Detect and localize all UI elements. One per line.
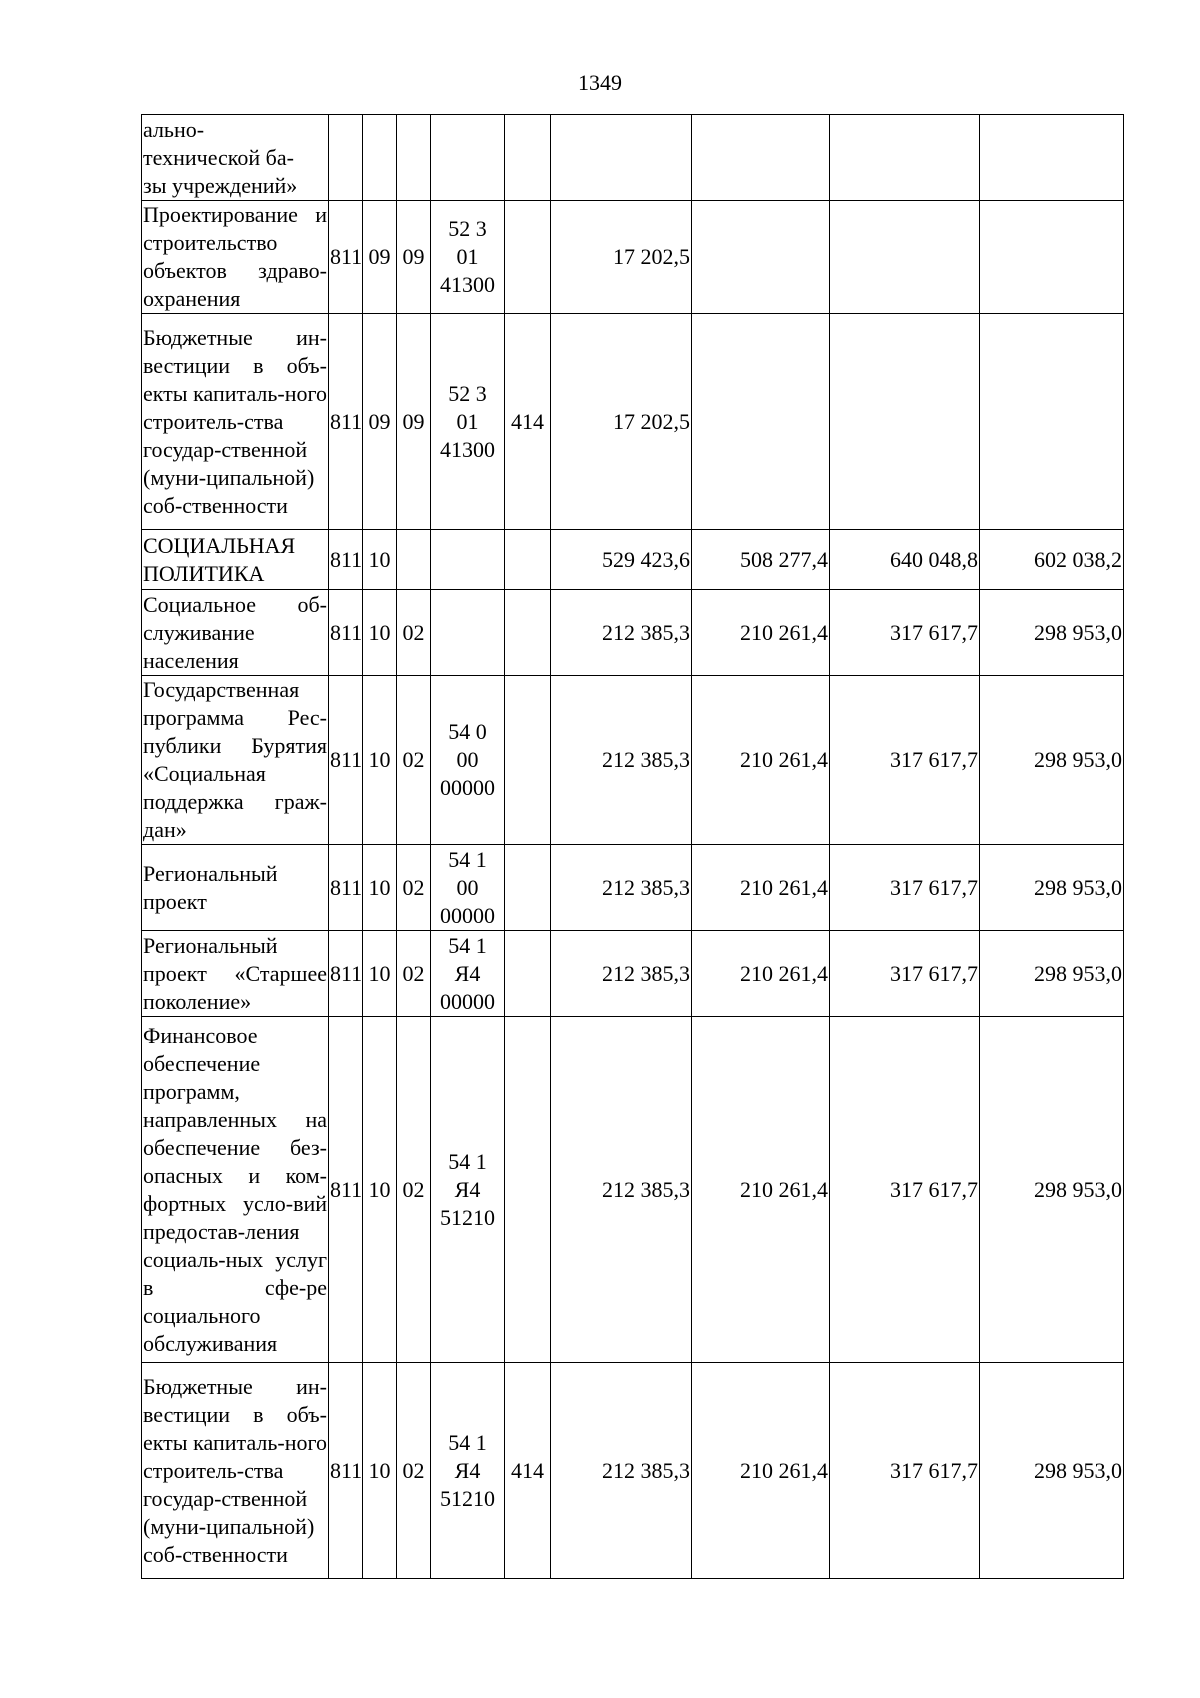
expense-type-code [505, 115, 551, 201]
table-row [142, 845, 1124, 931]
subsection-code: 09 [397, 201, 431, 314]
target-article-code [431, 115, 505, 201]
amount-4 [980, 201, 1124, 314]
amount-1: 212 385,3 [551, 590, 692, 676]
table-row [142, 931, 1124, 1017]
row-name: Региональный проект «Старшее поколение» [142, 931, 329, 1017]
section-code: 10 [363, 1363, 397, 1579]
row-name: ально- технической ба- зы учреждений» [142, 115, 329, 201]
expense-type-code [505, 1017, 551, 1363]
ministry-code: 811 [329, 1363, 363, 1579]
row-name: Государственная программа Рес-публики Бурятия «Социальная поддержка граж-дан» [142, 676, 329, 845]
subsection-code: 09 [397, 314, 431, 530]
amount-3 [830, 314, 980, 530]
amount-4: 298 953,0 [980, 845, 1124, 931]
table-row [142, 1363, 1124, 1579]
target-article-code: 54 1 Я4 00000 [431, 931, 505, 1017]
amount-3 [830, 201, 980, 314]
subsection-code: 02 [397, 676, 431, 845]
expense-type-code [505, 201, 551, 314]
section-code: 10 [363, 931, 397, 1017]
table-row [142, 676, 1124, 845]
amount-4: 298 953,0 [980, 1017, 1124, 1363]
amount-1: 212 385,3 [551, 1017, 692, 1363]
budget-table [141, 114, 1124, 1579]
amount-1: 212 385,3 [551, 1363, 692, 1579]
amount-3: 640 048,8 [830, 530, 980, 590]
amount-4 [980, 314, 1124, 530]
amount-3: 317 617,7 [830, 676, 980, 845]
amount-4: 298 953,0 [980, 590, 1124, 676]
amount-1: 212 385,3 [551, 931, 692, 1017]
amount-2: 210 261,4 [692, 1017, 830, 1363]
ministry-code: 811 [329, 201, 363, 314]
expense-type-code [505, 676, 551, 845]
amount-3: 317 617,7 [830, 845, 980, 931]
ministry-code: 811 [329, 1017, 363, 1363]
amount-1: 17 202,5 [551, 314, 692, 530]
amount-1: 212 385,3 [551, 845, 692, 931]
amount-1: 212 385,3 [551, 676, 692, 845]
subsection-code: 02 [397, 931, 431, 1017]
target-article-code: 54 1 00 00000 [431, 845, 505, 931]
amount-1: 17 202,5 [551, 201, 692, 314]
amount-2 [692, 314, 830, 530]
section-code: 10 [363, 1017, 397, 1363]
row-name: Финансовое обеспечение программ, направленных на обеспечение без-опасных и ком-фортных усло-вий предостав-ления социаль-ных услуг в сфе-ре социального обслуживания [142, 1017, 329, 1363]
section-code [363, 115, 397, 201]
target-article-code [431, 590, 505, 676]
target-article-code: 54 1 Я4 51210 [431, 1363, 505, 1579]
target-article-code: 52 3 01 41300 [431, 314, 505, 530]
target-article-code [431, 530, 505, 590]
section-code: 10 [363, 676, 397, 845]
amount-2: 210 261,4 [692, 845, 830, 931]
subsection-code [397, 530, 431, 590]
ministry-code: 811 [329, 845, 363, 931]
row-name: Региональный проект [142, 845, 329, 931]
subsection-code: 02 [397, 590, 431, 676]
amount-3: 317 617,7 [830, 931, 980, 1017]
row-name: Социальное об-служивание населения [142, 590, 329, 676]
expense-type-code: 414 [505, 1363, 551, 1579]
row-name: СОЦИАЛЬНАЯ ПОЛИТИКА [142, 530, 329, 590]
amount-2 [692, 201, 830, 314]
amount-2: 210 261,4 [692, 931, 830, 1017]
subsection-code: 02 [397, 1363, 431, 1579]
page-number: 1349 [578, 70, 622, 95]
subsection-code [397, 115, 431, 201]
amount-1 [551, 115, 692, 201]
expense-type-code [505, 530, 551, 590]
amount-2: 210 261,4 [692, 676, 830, 845]
target-article-code: 54 0 00 00000 [431, 676, 505, 845]
section-code: 09 [363, 314, 397, 530]
amount-4 [980, 115, 1124, 201]
expense-type-code [505, 931, 551, 1017]
section-code: 09 [363, 201, 397, 314]
section-code: 10 [363, 590, 397, 676]
amount-2: 210 261,4 [692, 590, 830, 676]
subsection-code: 02 [397, 845, 431, 931]
ministry-code: 811 [329, 590, 363, 676]
amount-4: 298 953,0 [980, 676, 1124, 845]
target-article-code: 54 1 Я4 51210 [431, 1017, 505, 1363]
subsection-code: 02 [397, 1017, 431, 1363]
row-name: Бюджетные ин-вестиции в объ-екты капиталь-ного строитель-ства государ-ственной (муни-ципальной) соб-ственности [142, 314, 329, 530]
amount-3 [830, 115, 980, 201]
table-row [142, 115, 1124, 201]
amount-3: 317 617,7 [830, 590, 980, 676]
table-row [142, 590, 1124, 676]
row-name: Бюджетные ин-вестиции в объ-екты капиталь-ного строитель-ства государ-ственной (муни-ципальной) соб-ственности [142, 1363, 329, 1579]
table-row [142, 314, 1124, 530]
ministry-code: 811 [329, 676, 363, 845]
amount-4: 298 953,0 [980, 931, 1124, 1017]
ministry-code: 811 [329, 931, 363, 1017]
table-row [142, 201, 1124, 314]
amount-2: 508 277,4 [692, 530, 830, 590]
table-row [142, 530, 1124, 590]
amount-4: 602 038,2 [980, 530, 1124, 590]
expense-type-code: 414 [505, 314, 551, 530]
ministry-code: 811 [329, 530, 363, 590]
amount-2 [692, 115, 830, 201]
ministry-code: 811 [329, 314, 363, 530]
row-name: Проектирование и строительство объектов здраво-охранения [142, 201, 329, 314]
section-code: 10 [363, 530, 397, 590]
amount-2: 210 261,4 [692, 1363, 830, 1579]
expense-type-code [505, 590, 551, 676]
expense-type-code [505, 845, 551, 931]
amount-3: 317 617,7 [830, 1017, 980, 1363]
target-article-code: 52 3 01 41300 [431, 201, 505, 314]
amount-4: 298 953,0 [980, 1363, 1124, 1579]
amount-3: 317 617,7 [830, 1363, 980, 1579]
table-row [142, 1017, 1124, 1363]
section-code: 10 [363, 845, 397, 931]
amount-1: 529 423,6 [551, 530, 692, 590]
ministry-code [329, 115, 363, 201]
